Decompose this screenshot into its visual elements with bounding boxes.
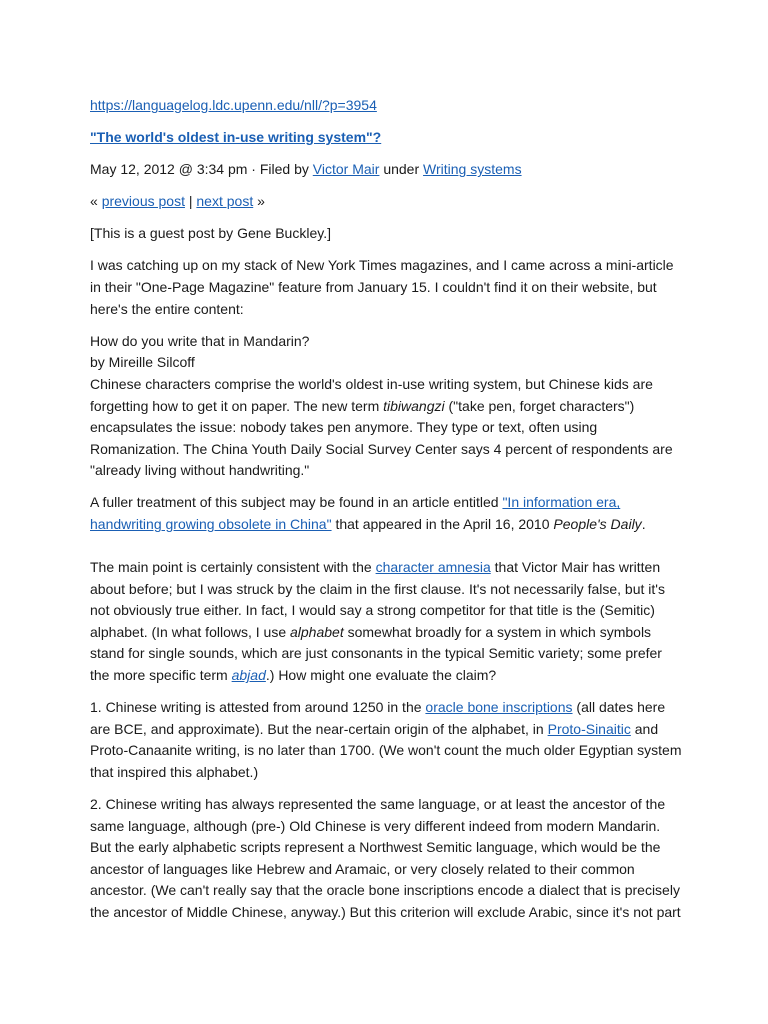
nav-separator: | <box>184 193 197 210</box>
quote-body <box>90 374 682 482</box>
fuller-text: A fuller treatment of this subject may be found in an article entitled <box>90 494 503 511</box>
main-text-cont2: somewhat broadly for a system in which symbols stand for single sounds, which are just consonants in the typical Semitic variety; some prefer the more specific term <box>90 623 662 684</box>
under-label: under <box>379 161 424 178</box>
oracle-bone-link[interactable]: oracle bone inscriptions <box>425 699 573 716</box>
quote-term: tibiwangzi <box>383 397 445 414</box>
proto-sinaitic-link[interactable]: Proto-Sinaitic <box>547 720 631 737</box>
people-daily-article-link[interactable]: "In information era, handwriting growing obsolete in China" <box>90 494 621 532</box>
source-url-line <box>90 95 682 117</box>
post-meta <box>90 159 682 181</box>
alphabet-term: alphabet <box>290 623 344 640</box>
point-two-paragraph: 2. Chinese writing has always represented the same language, or at least the ancestor of the same language, although (pre-) Old Chinese is very different indeed from modern Mandarin. But the early alphabetic scripts represent a Northwest Semitic language, which would be the ancestor of languages like Hebrew and Aramaic, or very closely related to their common ancestor. (We can't really say that the oracle bone inscriptions encode a dialect that is precisely the ancestor of Middle Chinese, anyway.) But this criterion will exclude Arabic, since it's not part <box>90 796 681 920</box>
fuller-text-cont: that appeared in the April 16, 2010 <box>331 516 554 532</box>
post-date: May 12, 2012 @ 3:34 pm <box>90 161 248 178</box>
article <box>90 95 682 934</box>
quote-body-text-cont: ("take pen, forget characters") encapsulates the issue: nobody takes pen anymore. They type or text, often using Romanization. The China Youth Daily Social Survey Center says 4 percent of respondents are "already living without handwriting." <box>90 397 673 479</box>
main-text: The main point is certainly consistent with the <box>90 559 376 576</box>
point-one-text-cont: (all dates here are BCE, and approximate). But the near-certain origin of the alphabet, in <box>90 699 666 737</box>
author-link[interactable]: Victor Mair <box>312 161 380 178</box>
point-one-text-end: and Proto-Canaanite writing, is no later than 1700. (We won't count the much older Egyptian system that inspired this alphabet.) <box>90 720 682 780</box>
abjad-link[interactable] <box>232 667 266 683</box>
quoted-article <box>90 331 682 482</box>
previous-post-link[interactable]: previous post <box>101 193 185 210</box>
guest-note: [This is a guest post by Gene Buckley.] <box>90 225 331 242</box>
intro-paragraph: I was catching up on my stack of New York Times magazines, and I came across a mini-article in their "One-Page Magazine" feature from January 15. I couldn't find it on their website, but here's the entire content: <box>90 257 674 317</box>
point-one-paragraph <box>90 697 682 783</box>
nav-suffix: » <box>253 193 265 210</box>
fuller-treatment-paragraph <box>90 492 682 535</box>
category-link[interactable]: Writing systems <box>423 161 522 178</box>
character-amnesia-link[interactable]: character amnesia <box>375 559 491 576</box>
publication-name: People's Daily <box>553 516 642 532</box>
nav-prefix: « <box>90 193 102 210</box>
main-text-end: .) How might one evaluate the claim? <box>265 667 497 684</box>
post-title-link[interactable]: "The world's oldest in-use writing system"? <box>90 129 382 146</box>
abjad-term: abjad <box>231 667 266 684</box>
next-post-link[interactable]: next post <box>196 193 254 210</box>
quote-body-text: Chinese characters comprise the world's oldest in-use writing system, but Chinese kids are forgetting how to get it on paper. The new term <box>90 375 653 414</box>
fuller-text-end: . <box>641 516 646 532</box>
filed-by-label: · Filed by <box>247 161 313 178</box>
spacer <box>90 546 682 557</box>
main-point-paragraph <box>90 557 682 687</box>
quote-heading: How do you write that in Mandarin? <box>90 332 310 349</box>
point-one-text: 1. Chinese writing is attested from around 1250 in the <box>90 699 426 716</box>
quote-byline: by Mireille Silcoff <box>90 354 195 371</box>
main-text-cont: that Victor Mair has written about before; but I was struck by the claim in the first clause. It's not necessarily false, but it's not obviously true either. In fact, I would say a strong competitor for that title is the (Semitic) alphabet. (In what follows, I use <box>90 559 665 640</box>
post-title <box>90 127 682 149</box>
source-url-link[interactable]: https://languagelog.ldc.upenn.edu/nll/?p=3954 <box>90 97 377 113</box>
post-navigation <box>90 191 682 213</box>
